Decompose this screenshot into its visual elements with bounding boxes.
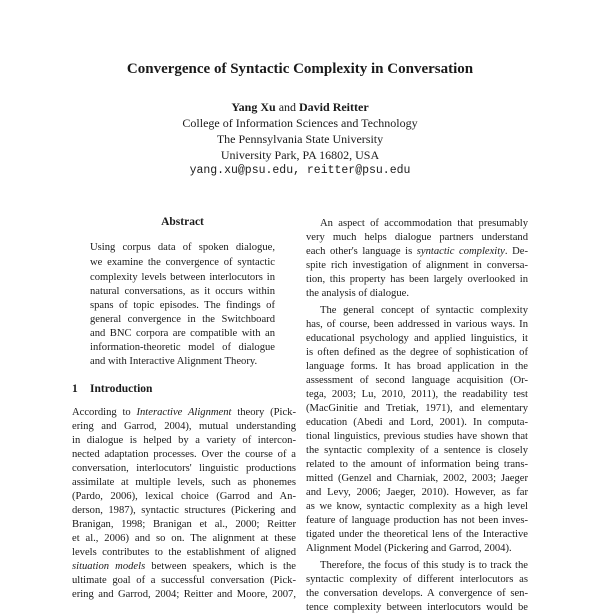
abstract-line: Using corpus data of spoken dialogue, (90, 242, 275, 253)
text-run: . De- (504, 246, 528, 257)
abstract-line: we examine the convergence of syntactic (90, 257, 275, 268)
body-line: Alignment Model (Pickering and Garrod, 2004). (306, 543, 512, 554)
intro-line (72, 560, 296, 573)
text-run: According to (72, 407, 137, 418)
affiliation-line: The Pennsylvania State University (216, 132, 384, 146)
author-emails: yang.xu@psu.edu, reitter@psu.edu (189, 164, 411, 177)
emphasis: situation models (72, 561, 146, 572)
text-run: each other's language is (306, 246, 417, 257)
body-line: tence complexity between interlocutors would be (306, 602, 528, 613)
affiliation-line: University Park, PA 16802, USA (220, 148, 380, 162)
affiliation-line: College of Information Sciences and Technology (182, 116, 418, 130)
text-run: theory (Pick- (231, 407, 296, 418)
body-line (306, 245, 528, 258)
body-line: related to the amount of information being trans- (306, 459, 528, 470)
body-line: tega, 2003; Lu, 2010, 2011), the readability test (306, 389, 528, 400)
intro-line: et al., 2006) and so on. The alignment at these (72, 533, 296, 544)
emphasis: Interactive Alignment (136, 407, 232, 418)
abstract-line: general convergence in the Switchboard (90, 314, 275, 325)
body-line: very much helps dialogue partners understand (306, 232, 528, 243)
body-line: tional linguistics, previous studies have shown that (306, 431, 528, 442)
intro-line: conversation, interlocutors' linguistic productions (72, 463, 296, 474)
body-line: and Levy, 2006; Jaeger, 2010). However, as far (306, 487, 528, 498)
intro-line: levels contributes to the establishment of aligned (72, 547, 296, 558)
body-line: syntactic complexity of different interlocutors as (306, 574, 528, 585)
body-line: the syntactic complexity of a sentence is closely (306, 445, 528, 456)
abstract-line: complexity levels between interlocutors in (90, 272, 275, 283)
abstract-line: and BNC corpora are compatible with an (90, 328, 275, 339)
body-line: has, of course, been addressed in various ways. In (306, 319, 528, 330)
body-line: An aspect of accommodation that presumably (320, 218, 528, 229)
abstract-heading: Abstract (161, 216, 204, 228)
body-line: (MacGinitie and Tretiak, 1971), and elementary (306, 403, 528, 414)
author-2: David Reitter (299, 100, 369, 114)
intro-line: nected adaptation processes. Over the course of a (72, 449, 296, 460)
intro-line: in dialogue is helped by a variety of intercon- (72, 435, 296, 446)
intro-line: ering and Garrod, 2004; Reitter and Moore, 2007, (72, 589, 296, 600)
body-line: the analysis of dialogue. (306, 288, 409, 299)
body-line: as we know, syntactic complexity as a high level (306, 501, 528, 512)
body-line: is often defined as the degree of sophistication of (306, 347, 528, 358)
body-line: tigated under the theoretical lens of the Interactive (306, 529, 528, 540)
paper-title: Convergence of Syntactic Complexity in Conversation (126, 61, 474, 77)
body-line: feature of language production has not been inves- (306, 515, 528, 526)
body-line: the conversation develops. A convergence of sen- (306, 588, 528, 599)
body-line: The general concept of syntactic complexity (320, 305, 528, 316)
body-line: mitted (Genzel and Charniak, 2002, 2003; Jaeger (306, 473, 528, 484)
abstract-line: information-theoretic model of dialogue (90, 342, 275, 353)
author-block (0, 99, 600, 179)
body-line: assessment of second language acquisition (Or- (306, 375, 528, 386)
body-line: educational psychology and applied linguistics, it (306, 333, 528, 344)
abstract-line: and with Interactive Alignment Theory. (90, 356, 258, 367)
author-names (0, 99, 600, 115)
intro-line: assimilate at multiple levels, such as phonemes (72, 477, 296, 488)
intro-line: (Pardo, 2006), lexical choice (Garrod and An- (72, 491, 296, 502)
emphasis: syntactic complexity (416, 246, 505, 257)
body-line: language forms. It has broad application in the (306, 361, 528, 372)
body-line: spite rich investigation of alignment in conversa- (306, 260, 528, 271)
intro-line: derson, 1987), syntactic structures (Pickering and (72, 505, 296, 516)
intro-line: ultimate goal of a successful conversation (Pick- (72, 575, 296, 586)
body-line: education (Abedi and Lord, 2001). In computa- (306, 417, 528, 428)
section-number: 1 (72, 383, 78, 395)
author-conjunction: and (278, 100, 297, 114)
section-title: Introduction (90, 383, 153, 395)
body-line: Therefore, the focus of this study is to track the (320, 560, 528, 571)
abstract-line: spans of topic episodes. The findings of (90, 300, 275, 311)
intro-line (72, 406, 296, 419)
intro-line: Branigan, 1998; Branigan et al., 2000; Reitter (72, 519, 296, 530)
author-1: Yang Xu (231, 100, 276, 114)
section-heading-introduction (72, 383, 152, 395)
body-line: tion, this property has been largely overlooked in (306, 274, 528, 285)
abstract-line: natural conversations, as it occurs within (90, 286, 275, 297)
intro-line: ering and Garrod, 2004), mutual understanding (72, 421, 296, 432)
text-run: between speakers, which is the (145, 561, 296, 572)
